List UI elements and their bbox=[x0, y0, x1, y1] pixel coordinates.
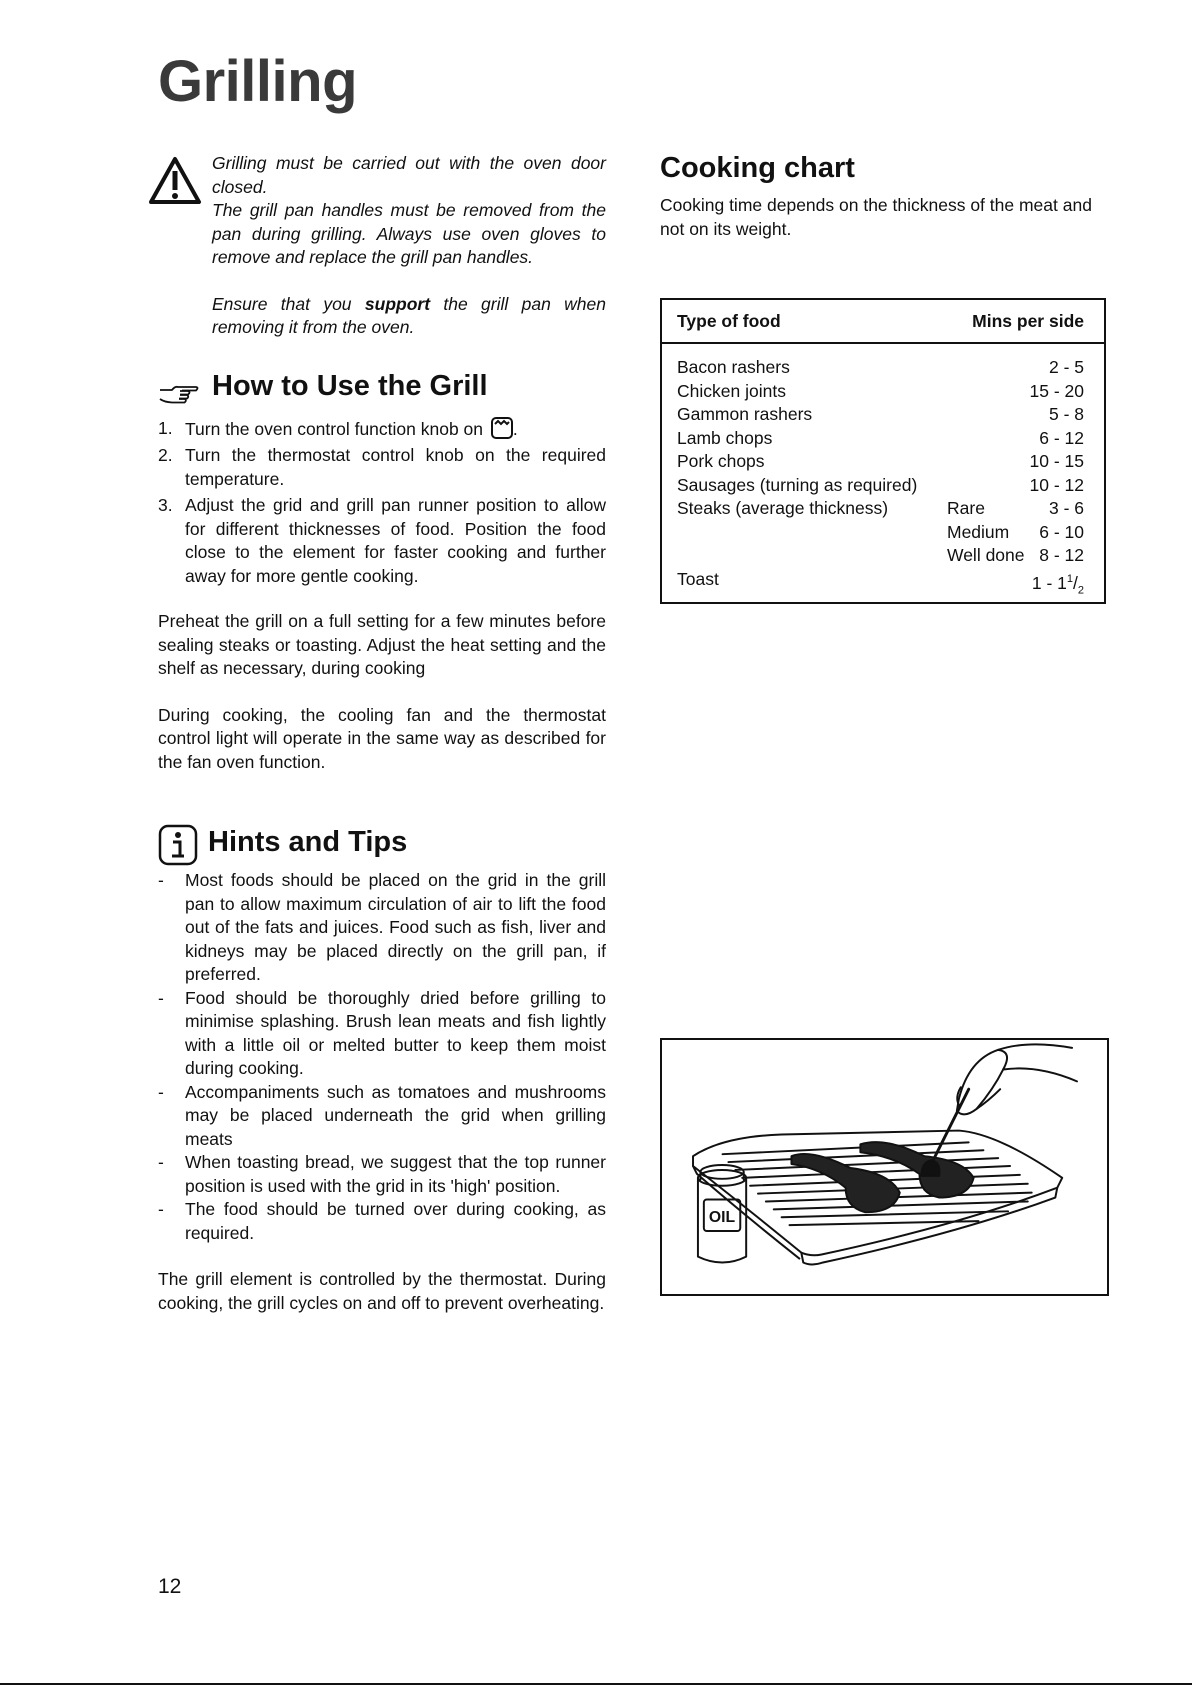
cooking-chart-intro: Cooking time depends on the thickness of the meat and not on its weight. bbox=[660, 195, 1092, 239]
table-row: Sausages (turning as required) 10 - 12 bbox=[677, 474, 1084, 495]
grilling-illustration bbox=[660, 1038, 1109, 1296]
table-row: Pork chops 10 - 15 bbox=[677, 451, 1084, 471]
page-title: Grilling bbox=[158, 49, 357, 114]
preheat-paragraph: Preheat the grill on a full setting for a few minutes before sealing steaks or toasting. Adjust the heat setting and the shelf as necessary, during cooking bbox=[158, 611, 606, 678]
grill-pan-drawing bbox=[662, 1040, 1107, 1294]
cooking-chart-body bbox=[662, 344, 1104, 602]
hints-list bbox=[158, 869, 606, 1245]
cooling-fan-paragraph: During cooking, the cooling fan and the thermostat control light will operate in the same way as described for the fan oven function. bbox=[158, 704, 606, 772]
hint-item: - Most foods should be placed on the grid in the grill pan to allow maximum circulation of air to lift the food out of the fats and juices. Food such as fish, liver and kidneys may be placed directly on the grill pan, if preferred. bbox=[158, 870, 606, 984]
thermostat-paragraph: The grill element is controlled by the thermostat. During cooking, the grill cycles on and off to prevent overheating. bbox=[158, 1269, 606, 1313]
grill-symbol-icon bbox=[491, 417, 513, 439]
step-2-text: Turn the thermostat control knob on the required temperature. bbox=[185, 445, 606, 489]
hint-item: - Food should be thoroughly dried before grilling to minimise splashing. Brush lean meats and fish lightly with a little oil or melted butter to keep them moist during cooking. bbox=[158, 987, 606, 1078]
column-header-food: Type of food bbox=[677, 310, 781, 331]
hint-item: - Accompaniments such as tomatoes and mushrooms may be placed underneath the grid when grilling meats bbox=[158, 1081, 606, 1149]
step-2: 2. Turn the thermostat control knob on the required temperature. bbox=[158, 445, 606, 489]
table-row: Gammon rashers 5 - 8 bbox=[677, 404, 1084, 424]
table-row: Well done 8 - 12 bbox=[947, 545, 1084, 565]
warning-block bbox=[158, 152, 606, 340]
warning-text-handles: The grill pan handles must be removed from the pan during grilling. Always use oven gloves to remove and replace the grill pan handles. bbox=[212, 200, 606, 267]
right-column bbox=[660, 152, 1110, 241]
cooking-chart-heading: Cooking chart bbox=[660, 152, 855, 184]
step-3: 3. Adjust the grid and grill pan runner position to allow for different thicknesses of food. Position the food close to the element for faster cooking and further away for more gentle cooking. bbox=[158, 495, 606, 586]
step-1-text: Turn the oven control function knob on bbox=[185, 418, 484, 439]
step-3-text: Adjust the grid and grill pan runner position to allow for different thicknesses of food. Position the food close to the element for faster cooking and further away for more gentle cooking. bbox=[185, 495, 606, 586]
column-header-mins: Mins per side bbox=[972, 310, 1084, 331]
table-row: Bacon rashers 2 - 5 bbox=[677, 357, 1084, 377]
table-row-toast: Toast $1 - 1^1/_2$ bbox=[677, 568, 1084, 596]
hint-item: - When toasting bread, we suggest that the top runner position is used with the grid in its 'high' position. bbox=[158, 1152, 606, 1196]
table-row: Lamb chops 6 - 12 bbox=[677, 427, 1084, 448]
table-row: Medium 6 - 10 bbox=[947, 521, 1084, 542]
table-row: Steaks (average thickness) Rare 3 - 6 bbox=[677, 498, 1084, 518]
warning-text-door: Grilling must be carried out with the oven door closed. bbox=[212, 153, 606, 197]
cooking-chart-table bbox=[660, 298, 1106, 604]
warning-text-support: Ensure that you support the grill pan when removing it from the oven. bbox=[212, 293, 606, 337]
table-row: Chicken joints 15 - 20 bbox=[677, 380, 1084, 401]
pointing-hand-icon bbox=[158, 378, 200, 406]
oil-jar-label: OIL bbox=[708, 1209, 736, 1227]
cooking-chart-header bbox=[662, 300, 1104, 344]
hint-item: - The food should be turned over during cooking, as required. bbox=[158, 1199, 606, 1243]
info-icon bbox=[158, 824, 198, 866]
how-to-heading-text: How to Use the Grill bbox=[212, 369, 488, 402]
step-1: 1. Turn the oven control function knob on . bbox=[158, 417, 518, 439]
how-to-heading bbox=[158, 370, 606, 403]
hints-heading bbox=[158, 826, 606, 859]
warning-triangle-icon bbox=[148, 156, 202, 206]
hints-heading-text: Hints and Tips bbox=[208, 826, 408, 858]
how-to-steps bbox=[158, 417, 606, 589]
page-number: 12 bbox=[158, 1575, 182, 1598]
left-column bbox=[158, 152, 606, 1315]
